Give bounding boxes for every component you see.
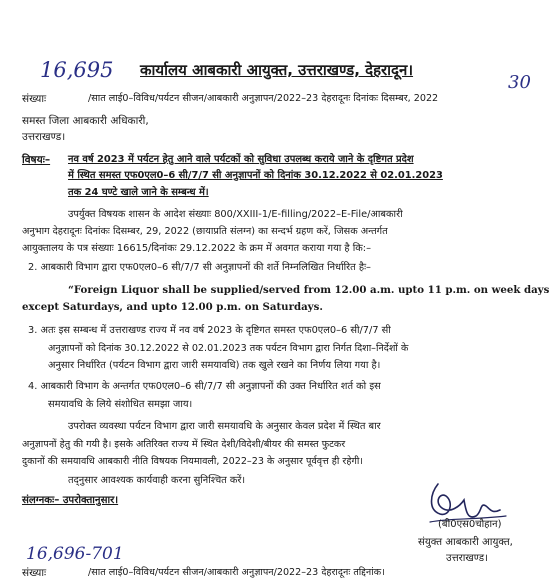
signatory-place: उत्तराखण्ड। xyxy=(446,553,488,564)
reference-line: /सात लाई0–विविध/पर्यटन सीजन/आबकारी अनुज्ञापन/2022–23 देहरादूनः दिनांकः दिसम्बर, 2022 xyxy=(88,93,439,104)
footer-reference-prefix: संख्याः xyxy=(22,567,47,579)
para5-line-2: अनुज्ञापनों हेतु की गयी है। इसके अतिरिक्त राज्य में स्थित देशी/विदेशी/बीयर की समस्त फुटकर xyxy=(22,439,346,450)
para5-line-1: उपरोक्त व्यवस्था पर्यटन विभाग द्वारा जारी समयावधि के अनुसार केवल प्रदेश में स्थित बार xyxy=(68,421,381,432)
para1-line-3: आयुक्तालय के पत्र संख्याः 16615/दिनांकः 29.12.2022 के क्रम में अवगत कराया गया है कि:– xyxy=(22,243,371,254)
para3-line-1: 3. अतः इस सम्बन्ध में उत्तराखण्ड राज्य में नव वर्ष 2023 के दृष्टिगत समस्त एफ0एल0–6 सी/7/7 सी xyxy=(28,325,391,336)
para1-line-2: अनुभाग देहरादूनः दिनांकः दिसम्बर, 29, 2022 (छायाप्रति संलग्न) का सन्दर्भ ग्रहण करें, जिसक अन्तर्गत xyxy=(22,226,388,237)
quote-line-2: except Saturdays, and upto 12.00 p.m. on Saturdays. xyxy=(22,301,323,313)
para3-line-2: अनुज्ञापनों को दिनांक 30.12.2022 से 02.01.2023 तक पर्यटन विभाग द्वारा निर्गत दिशा–निर्देशों के xyxy=(48,343,409,354)
addressee-line-2: उत्तराखण्ड। xyxy=(22,131,66,143)
handwritten-dispatch-range: 16,696-701 xyxy=(26,544,124,564)
signatory-name: (बी0एस0चौहान) xyxy=(438,519,502,530)
subject-line-2: में स्थित समस्त एफ0एल0–6 सी/7/7 सी अनुज्ञापनों को दिनांक 30.12.2022 से 02.01.2023 xyxy=(68,170,443,181)
reference-prefix: संख्याः xyxy=(22,93,47,105)
office-title: कार्यालय आबकारी आयुक्त, उत्तराखण्ड, देहरादून। xyxy=(140,61,414,79)
handwritten-dispatch-number: 16,695 xyxy=(40,58,114,82)
para6: तद्नुसार आवश्यक कार्यवाही करना सुनिश्चित करें। xyxy=(68,475,246,486)
subject-line-1: नव वर्ष 2023 में पर्यटन हेतु आने वाले पर्यटकों को सुविधा उपलब्ध कराये जाने के दृष्टिगत प्रदेश xyxy=(68,154,414,165)
handwritten-date: 30 xyxy=(508,72,531,93)
para4-line-2: समयावधि के लिये संशोधित समझा जाय। xyxy=(48,399,193,410)
addressee-line-1: समस्त जिला आबकारी अधिकारी, xyxy=(22,115,149,127)
enclosure: संलग्नकः– उपरोक्तानुसार। xyxy=(22,495,119,506)
signatory-designation: संयुक्त आबकारी आयुक्त, xyxy=(418,537,513,548)
para4-line-1: 4. आबकारी विभाग के अन्तर्गत एफ0एल0–6 सी/7/7 सी अनुज्ञापनों की उक्त निर्धारित शर्त को इस xyxy=(28,381,381,392)
para5-line-3: दुकानों की समयावधि आबकारी नीति विषयक नियमावली, 2022–23 के अनुसार पूर्ववृत्त ही रहेगी। xyxy=(22,456,363,467)
para1-line-1: उपर्युक्त विषयक शासन के आदेश संख्याः 800/XXIII-1/E-filling/2022–E-File/आबकारी xyxy=(68,209,403,220)
quote-line-1: “Foreign Liquor shall be supplied/served from 12.00 a.m. upto 11 p.m. on week days xyxy=(68,284,550,296)
para3-line-3: अनुसार निर्धारित (पर्यटन विभाग द्वारा जारी समयावधि) तक खुले रखने का निर्णय लिया गया है। xyxy=(48,360,381,371)
subject-line-3: तक 24 घण्टे खाले जाने के सम्बन्ध में। xyxy=(68,187,209,198)
footer-reference-line: /सात लाई0–विविध/पर्यटन सीजन/आबकारी अनुज्ञापन/2022–23 देहरादूनः तद्दिनांक। xyxy=(88,567,385,578)
para2: 2. आबकारी विभाग द्वारा एफ0एल0–6 सी/7/7 सी अनुज्ञापनों की शर्ते निम्नलिखित निर्धारित हैः– xyxy=(28,262,371,273)
subject-label: विषयः– xyxy=(22,154,51,166)
